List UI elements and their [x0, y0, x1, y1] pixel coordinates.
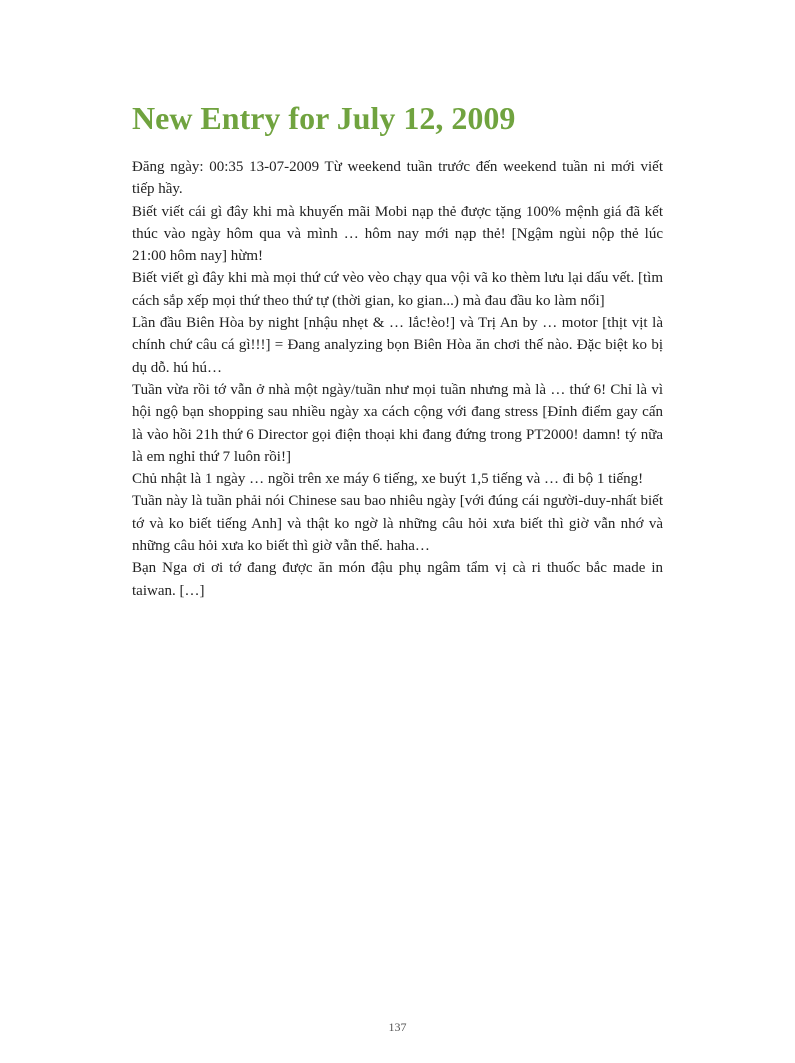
paragraph-chinese: Tuần này là tuần phải nói Chinese sau bao nhiêu ngày [với đúng cái người-duy-nhất biết tớ và ko biết tiếng Anh] và thật ko ngờ là những câu hỏi xưa biết thì giờ vẫn nhớ và những câu hỏi xưa ko biết thì giờ vẫn thế. haha… — [132, 493, 663, 555]
paragraph-everything-rushing: Biết viết gì đây khi mà mọi thứ cứ vèo vèo chạy qua vội vã ko thèm lưu lại dấu vết. [tìm cách sắp xếp mọi thứ theo thứ tự (thời gian, ko gian...) mà đau đầu ko làm nổi] — [132, 270, 663, 309]
paragraph-tofu-curry: Bạn Nga ơi ơi tớ đang được ăn món đậu phụ ngâm tẩm vị cà ri thuốc bắc made in taiwan. […] — [132, 560, 663, 599]
page-number: 137 — [388, 1020, 407, 1034]
paragraph-posted-date: Đăng ngày: 00:35 13-07-2009 Từ weekend tuần trước đến weekend tuần ni mới viết tiếp hầy. — [132, 159, 663, 198]
entry-body — [132, 156, 663, 602]
paragraph-sunday: Chủ nhật là 1 ngày … ngồi trên xe máy 6 tiếng, xe buýt 1,5 tiếng và … đi bộ 1 tiếng! — [132, 471, 644, 488]
entry-title: New Entry for July 12, 2009 — [132, 100, 516, 136]
paragraph-mobi-topup: Biết viết cái gì đây khi mà khuyến mãi Mobi nạp thẻ được tặng 100% mệnh giá đã kết thúc vào ngày hôm qua và mình … hôm nay mới nạp thẻ! [Ngậm ngùi nộp thẻ lúc 21:00 hôm nay] hừm! — [132, 203, 663, 265]
paragraph-friday-home: Tuần vừa rồi tớ vẫn ở nhà một ngày/tuần như mọi tuần nhưng mà là … thứ 6! Chỉ là vì hội ngộ bạn shopping sau nhiều ngày xa cách cộng với đang stress [Đỉnh điểm gay cấn là vào hồi 21h thứ 6 Director gọi điện thoại khi đang đứng trong PT2000! damn! tý nữa là em nghỉ thứ 7 luôn rồi!] — [132, 381, 663, 465]
paragraph-bien-hoa: Lần đầu Biên Hòa by night [nhậu nhẹt & … lắc!èo!] và Trị An by … motor [thịt vịt là chính chứ câu cá gì!!!] = Đang analyzing bọn Biên Hòa ăn chơi thế nào. Đặc biệt ko bị dụ dỗ. hú hú… — [132, 315, 663, 376]
